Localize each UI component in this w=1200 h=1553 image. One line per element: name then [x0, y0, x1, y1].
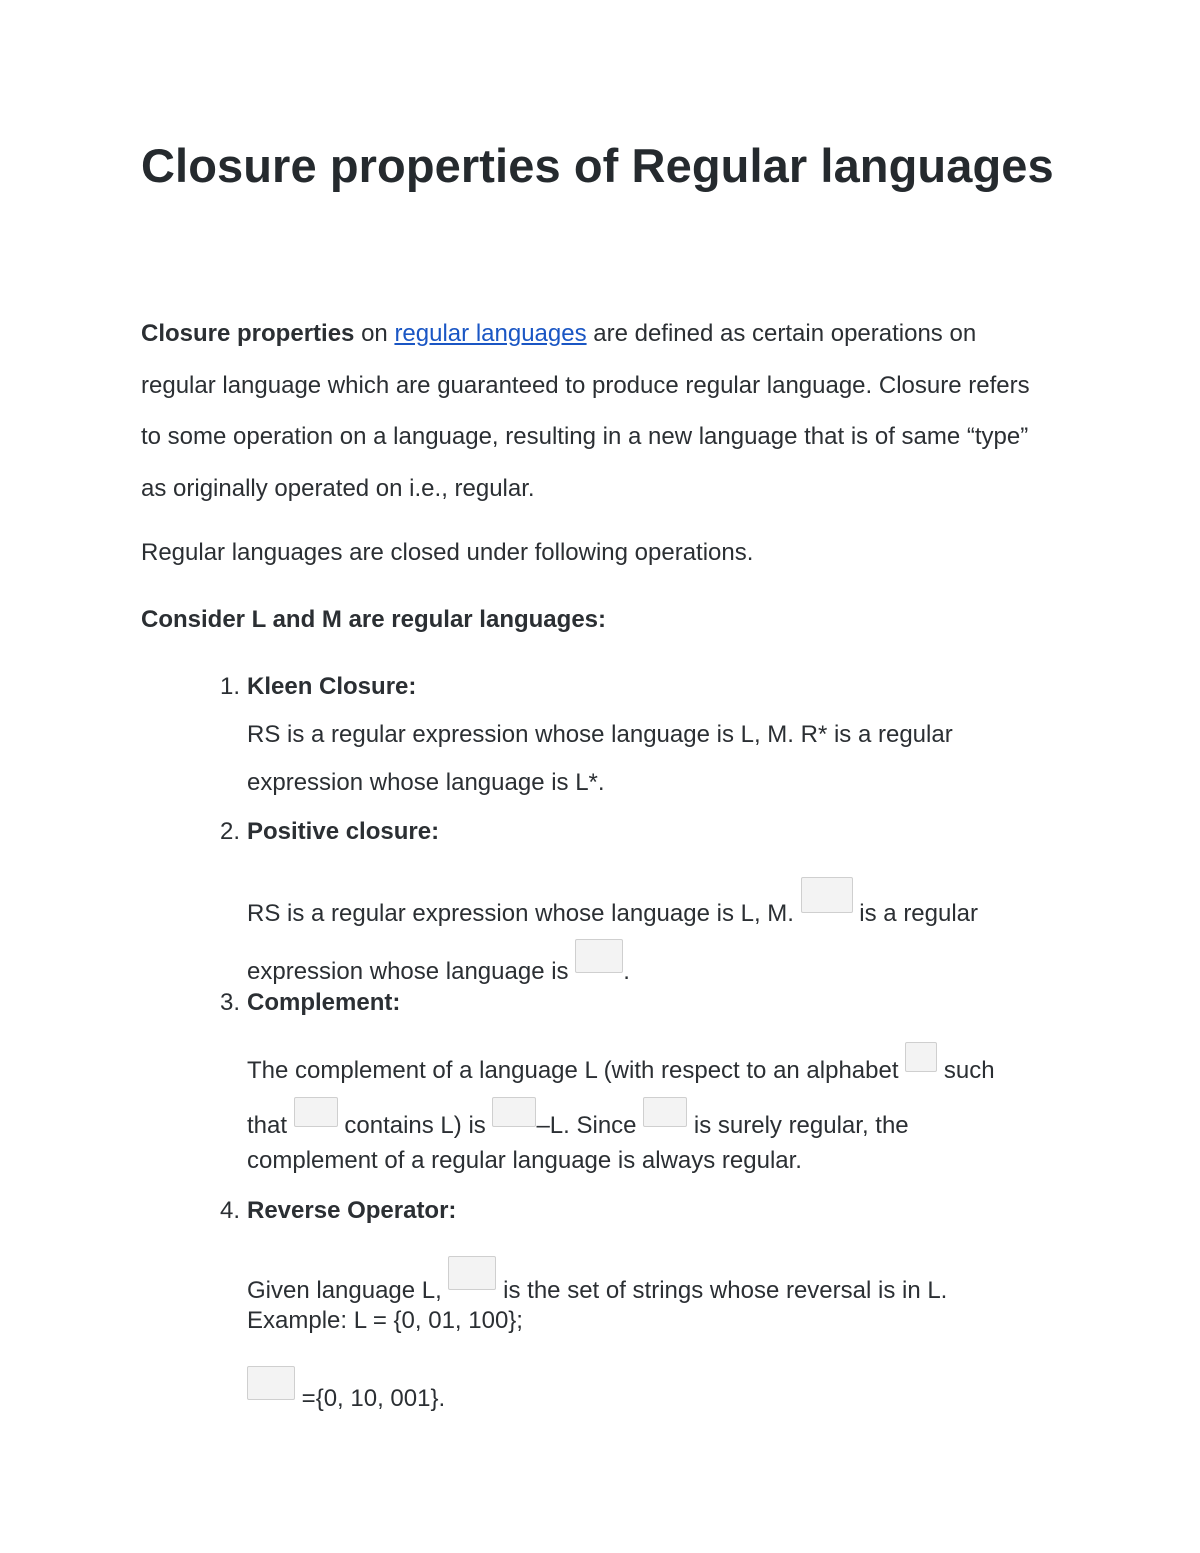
item-3-line-1b: such: [943, 1057, 995, 1084]
item-4-line-1a: Given language L,: [247, 1277, 442, 1304]
intro-bold-lead: Closure properties: [141, 320, 355, 347]
item-4-line-1b: is the set of strings whose reversal is in L.: [503, 1277, 948, 1304]
item-1-line-1: RS is a regular expression whose language is L, M. R* is a regular: [247, 721, 953, 748]
item-4-number: 4.: [219, 1197, 240, 1224]
consider-heading: Consider L and M are regular languages:: [141, 606, 606, 633]
item-2-line-1a: RS is a regular expression whose language is L, M.: [247, 900, 794, 927]
item-3-line-2: [247, 1097, 909, 1142]
item-3-line-2c: –L. Since: [536, 1112, 637, 1139]
item-2-heading: Positive closure:: [247, 818, 440, 845]
item-1-line-2: expression whose language is L*.: [247, 769, 605, 796]
intro-rest: are defined as certain operations on regular language which are guaranteed to produce regular language. Closure refers to some operation on a language, resulting in a new language that is of same “type” as originally operated on i.e., regular.: [141, 320, 1030, 502]
item-3-line-2a: that: [247, 1112, 288, 1139]
formula-image-placeholder: [492, 1097, 536, 1127]
item-2-line-2a: expression whose language is: [247, 958, 569, 985]
formula-image-placeholder: [247, 1366, 295, 1400]
item-2-line-2b: .: [623, 958, 630, 985]
closed-under-sentence: Regular languages are closed under following operations.: [141, 539, 754, 566]
item-2-line-1: [247, 877, 978, 930]
item-3-line-1: [247, 1042, 995, 1087]
item-2-line-1b: is a regular: [859, 900, 979, 927]
formula-image-placeholder: [294, 1097, 338, 1127]
item-4-line-3-text: ={0, 10, 001}.: [301, 1385, 446, 1412]
item-4-line-3: [247, 1366, 445, 1415]
item-3-number: 3.: [219, 989, 240, 1016]
item-4-line-1: [247, 1256, 947, 1307]
item-2-number: 2.: [219, 818, 240, 845]
formula-image-placeholder: [575, 939, 623, 973]
formula-image-placeholder: [643, 1097, 687, 1127]
regular-languages-link[interactable]: regular languages: [394, 320, 587, 347]
formula-image-placeholder: [801, 877, 853, 913]
intro-text-on: on: [361, 320, 388, 347]
item-3-heading: Complement:: [247, 989, 401, 1016]
item-2-line-2: [247, 939, 630, 988]
item-1-heading: Kleen Closure:: [247, 673, 417, 700]
item-3-line-2d: is surely regular, the: [693, 1112, 909, 1139]
item-3-line-3: complement of a regular language is always regular.: [247, 1147, 802, 1174]
item-3-line-1a: The complement of a language L (with respect to an alphabet: [247, 1057, 899, 1084]
formula-image-placeholder: [905, 1042, 937, 1072]
item-4-heading: Reverse Operator:: [247, 1197, 457, 1224]
item-4-line-2: Example: L = {0, 01, 100};: [247, 1307, 523, 1334]
intro-paragraph: [141, 308, 1041, 514]
item-3-line-2b: contains L) is: [344, 1112, 486, 1139]
formula-image-placeholder: [448, 1256, 496, 1290]
page-title: Closure properties of Regular languages: [141, 139, 1054, 192]
item-1-number: 1.: [219, 673, 240, 700]
